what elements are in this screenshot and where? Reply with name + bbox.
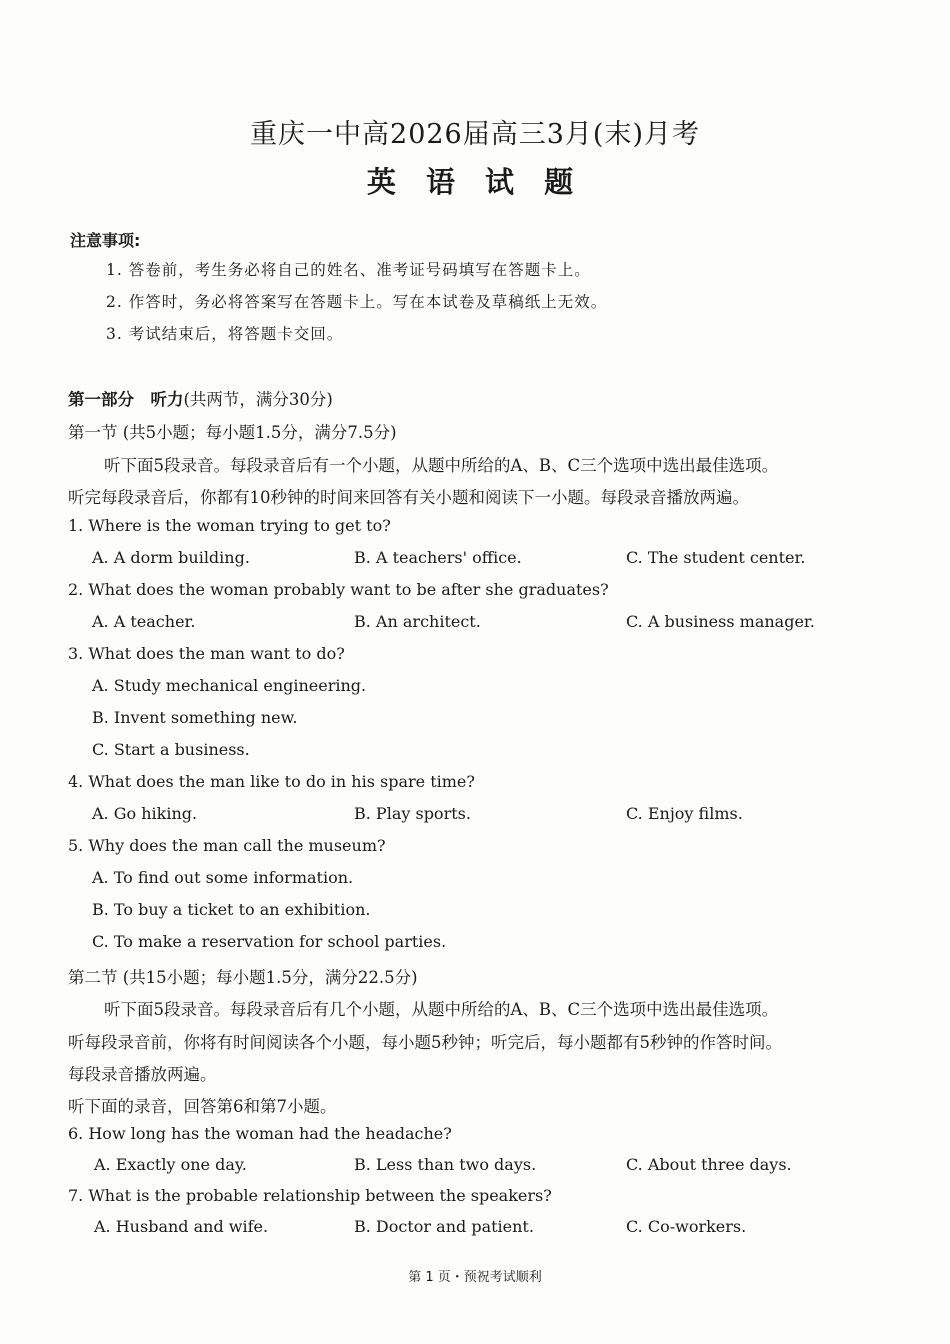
section1-instruction: 听完每段录音后，你都有10秒钟的时间来回答有关小题和阅读下一小题。每段录音播放两遍。 — [68, 488, 749, 507]
option-b: B. Less than two days. — [354, 1155, 537, 1174]
question-stem: 6. How long has the woman had the headache? — [68, 1124, 452, 1143]
section1-heading: 第一节 (共5小题；每小题1.5分，满分7.5分) — [68, 423, 397, 442]
option-a: A. Go hiking. — [92, 804, 198, 823]
option-b: B. To buy a ticket to an exhibition. — [92, 900, 371, 919]
page-footer: 第 1 页・预祝考试顺利 — [408, 1270, 542, 1285]
question-stem: 2. What does the woman probably want to be after she graduates? — [68, 580, 609, 599]
option-c: C. About three days. — [626, 1155, 792, 1174]
part1-heading-bold: 第一部分 听力 — [68, 390, 184, 409]
exam-title: 重庆一中高2026届高三3月(末)月考 — [250, 119, 700, 150]
option-a: A. Study mechanical engineering. — [92, 676, 367, 695]
option-b: B. An architect. — [354, 612, 481, 631]
question-stem: 4. What does the man like to do in his spare time? — [68, 772, 475, 791]
section2-heading: 第二节 (共15小题；每小题1.5分，满分22.5分) — [68, 968, 418, 987]
section2-instruction: 每段录音播放两遍。 — [68, 1065, 217, 1084]
exam-subject-title: 英 语 试 题 — [366, 165, 584, 199]
notice-item: 1. 答卷前，考生务必将自己的姓名、准考证号码填写在答题卡上。 — [106, 261, 591, 279]
option-b: B. Doctor and patient. — [354, 1217, 534, 1236]
question-stem: 1. Where is the woman trying to get to? — [68, 516, 391, 535]
section2-instruction: 听每段录音前，你将有时间阅读各个小题，每小题5秒钟；听完后，每小题都有5秒钟的作答时间。 — [68, 1033, 782, 1052]
notice-heading: 注意事项: — [70, 231, 141, 250]
question-stem: 7. What is the probable relationship between the speakers? — [68, 1186, 552, 1205]
option-c: C. To make a reservation for school parties. — [92, 932, 447, 951]
option-a: A. To find out some information. — [92, 868, 354, 887]
part1-heading-rest: (共两节，满分30分) — [183, 390, 333, 409]
question-stem: 3. What does the man want to do? — [68, 644, 345, 663]
section1-instruction: 听下面5段录音。每段录音后有一个小题，从题中所给的A、B、C三个选项中选出最佳选项。 — [104, 456, 779, 475]
option-c: C. Enjoy films. — [626, 804, 743, 823]
notice-item: 3. 考试结束后，将答题卡交回。 — [106, 325, 344, 343]
section2-instruction: 听下面5段录音。每段录音后有几个小题，从题中所给的A、B、C三个选项中选出最佳选项。 — [104, 1000, 779, 1019]
question-group-label: 听下面的录音，回答第6和第7小题。 — [68, 1097, 337, 1116]
option-b: B. Invent something new. — [92, 708, 298, 727]
option-a: A. Husband and wife. — [94, 1217, 269, 1236]
notice-item: 2. 作答时，务必将答案写在答题卡上。写在本试卷及草稿纸上无效。 — [106, 293, 608, 311]
option-a: A. Exactly one day. — [94, 1155, 247, 1174]
option-b: B. Play sports. — [354, 804, 471, 823]
option-a: A. A teacher. — [92, 612, 196, 631]
option-b: B. A teachers' office. — [354, 548, 522, 567]
option-c: C. Start a business. — [92, 740, 250, 759]
option-c: C. Co-workers. — [626, 1217, 747, 1236]
option-c: C. A business manager. — [626, 612, 815, 631]
question-stem: 5. Why does the man call the museum? — [68, 836, 386, 855]
option-c: C. The student center. — [626, 548, 806, 567]
part1-heading — [68, 386, 333, 410]
option-a: A. A dorm building. — [92, 548, 250, 567]
